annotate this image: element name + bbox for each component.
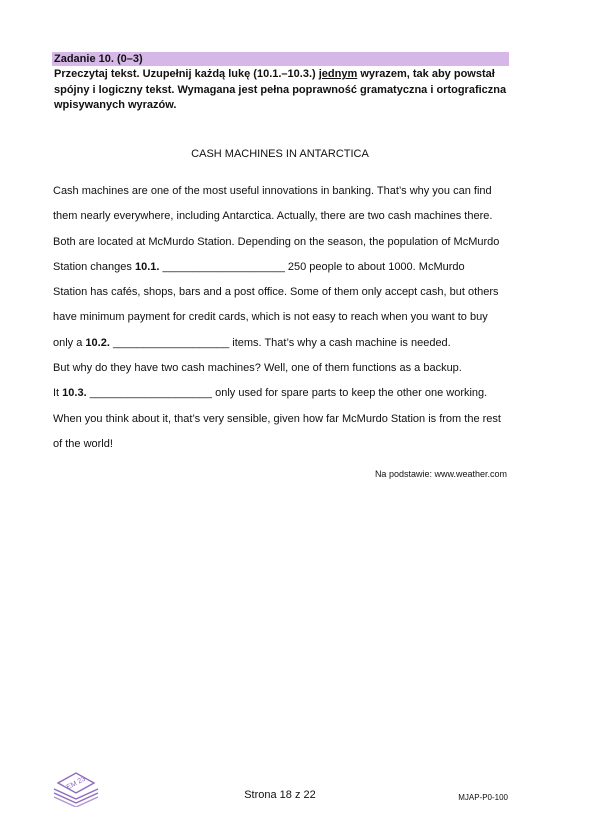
text-line-5: Station has cafés, shops, bars and a post office. Some of them only accept cash, but others: [53, 286, 499, 299]
text-line-2: them nearly everywhere, including Antarctica. Actually, there are two cash machines there.: [53, 210, 493, 223]
text-fragment: only used for spare parts to keep the other one working.: [215, 387, 488, 400]
text-line-6: have minimum payment for credit cards, which is not easy to reach when you want to buy: [53, 311, 488, 324]
text-fragment: It: [53, 387, 63, 400]
source-note: Na podstawie: www.weather.com: [374, 469, 507, 479]
instruction-text-1: Przeczytaj tekst. Uzupełnij każdą lukę (10.1.–10.3.): [54, 68, 316, 80]
text-line-9: [53, 381, 513, 406]
text-title: CASH MACHINES IN ANTARCTICA: [191, 148, 369, 160]
instruction-underlined-word: jednym: [318, 68, 358, 80]
instruction-text-3: spójny i logiczny tekst. Wymagana jest pełna poprawność gramatyczna i ortograficzna: [54, 83, 507, 96]
instruction-text-2: wyrazem, tak aby powstał: [360, 68, 495, 80]
task-instruction: [54, 67, 514, 114]
instruction-text-4: wpisywanych wyrazów.: [54, 99, 177, 111]
logo-text: EM 23: [65, 775, 87, 792]
text-line-3: Both are located at McMurdo Station. Depending on the season, the population of McMurdo: [53, 235, 500, 248]
text-line-8: But why do they have two cash machines? Well, one of them functions as a backup.: [53, 362, 462, 375]
exam-logo-icon: [50, 769, 102, 807]
text-fragment: items. That’s why a cash machine is needed.: [232, 336, 451, 349]
text-fragment: Station changes: [53, 260, 135, 273]
text-line-7: [53, 331, 513, 356]
gap-10-3-blank[interactable]: ____________________: [86, 387, 216, 400]
gap-10-1-blank[interactable]: ____________________: [159, 260, 288, 273]
text-line-11: of the world!: [53, 437, 113, 450]
text-line-4: [53, 255, 513, 280]
page-number: Strona 18 z 22: [244, 789, 316, 801]
text-line-10: When you think about it, that’s very sensible, given how far McMurdo Station is from the rest: [53, 412, 501, 425]
gap-label-10-1: 10.1.: [134, 260, 160, 273]
reading-text: [53, 179, 513, 457]
gap-10-2-blank[interactable]: ___________________: [109, 336, 233, 349]
text-fragment: only a: [53, 336, 86, 349]
task-header: Zadanie 10. (0–3): [52, 52, 509, 66]
exam-code: MJAP-P0-100: [458, 793, 508, 802]
text-fragment: 250 people to about 1000. McMurdo: [287, 260, 465, 273]
gap-label-10-3: 10.3.: [62, 387, 87, 400]
gap-label-10-2: 10.2.: [85, 336, 110, 349]
text-line-1: Cash machines are one of the most useful innovations in banking. That’s why you can find: [53, 185, 492, 197]
